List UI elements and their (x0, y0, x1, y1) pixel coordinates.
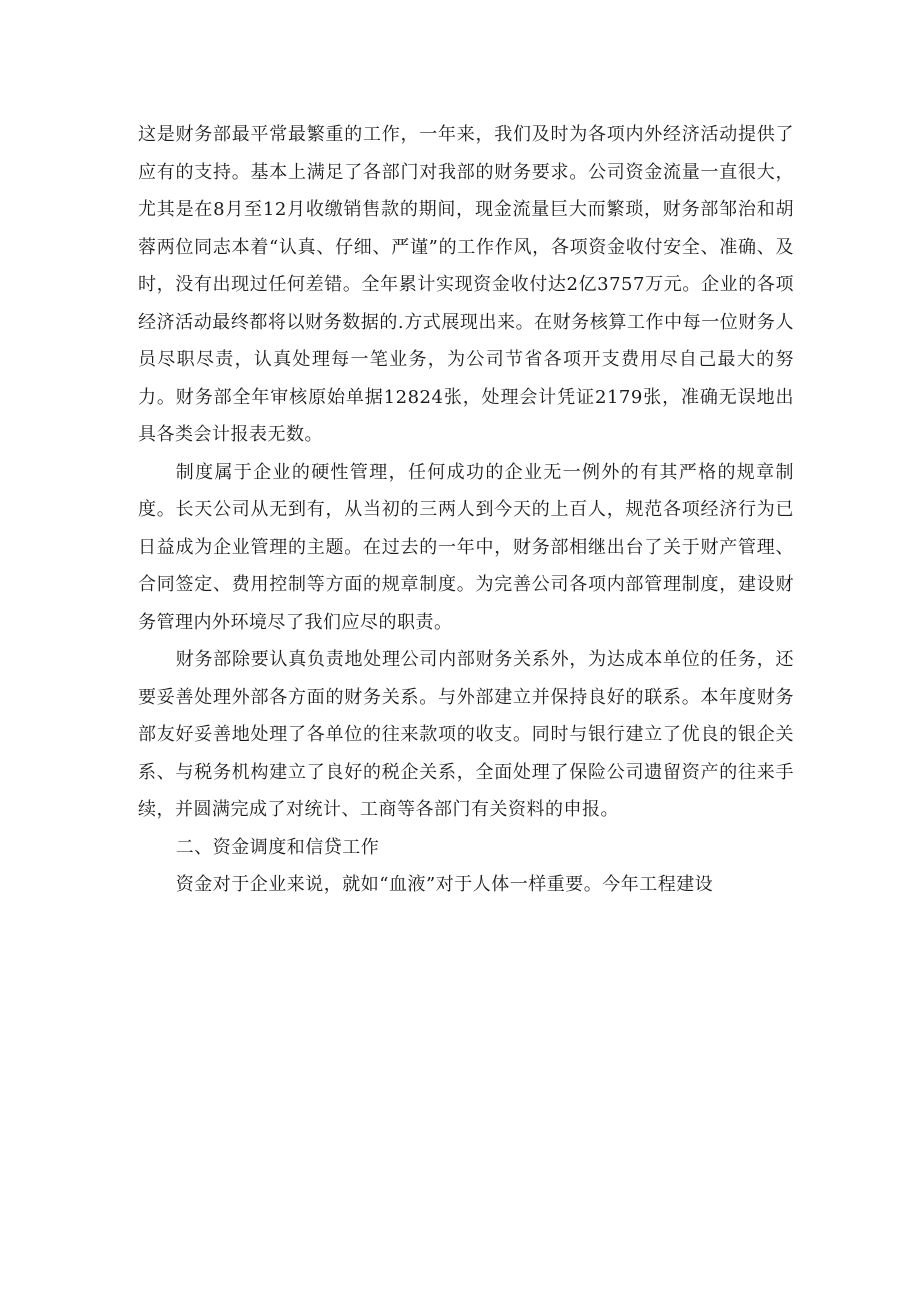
paragraph-financial-work: 这是财务部最平常最繁重的工作，一年来，我们及时为各项内外经济活动提供了应有的支持。基本上满足了各部门对我部的财务要求。公司资金流量一直很大，尤其是在8月至12月收缴销售款的期间，现金流量巨大而繁琐，财务部邹治和胡蓉两位同志本着“认真、仔细、严谨”的工作作风，各项资金收付安全、准确、及时，没有出现过任何差错。全年累计实现资金收付达2亿3757万元。企业的各项经济活动最终都将以财务数据的.方式展现出来。在财务核算工作中每一位财务人员尽职尽责，认真处理每一笔业务，为公司节省各项开支费用尽自己最大的努力。财务部全年审核原始单据12824张，处理会计凭证2179张，准确无误地出具各类会计报表无数。 (138, 124, 794, 445)
paragraph-funds: 资金对于企业来说，就如“血液”对于人体一样重要。今年工程建设 (175, 874, 714, 895)
section-heading: 二、资金调度和信贷工作 (175, 836, 380, 858)
paragraph-regulations: 制度属于企业的硬性管理，任何成功的企业无一例外的有其严格的规章制度。长天公司从无到有，从当初的三两人到今天的上百人，规范各项经济行为已日益成为企业管理的主题。在过去的一年中，财务部相继出台了关于财产管理、合同签定、费用控制等方面的规章制度。为完善公司各项内部管理制度，建设财务管理内外环境尽了我们应尽的职责。 (138, 461, 794, 633)
paragraph-external-relations: 财务部除要认真负责地处理公司内部财务关系外，为达成本单位的任务，还要妥善处理外部各方面的财务关系。与外部建立并保持良好的联系。本年度财务部友好妥善地处理了各单位的往来款项的收支。同时与银行建立了优良的银企关系、与税务机构建立了良好的税企关系，全面处理了保险公司遗留资产的往来手续，并圆满完成了对统计、工商等各部门有关资料的申报。 (138, 649, 794, 820)
